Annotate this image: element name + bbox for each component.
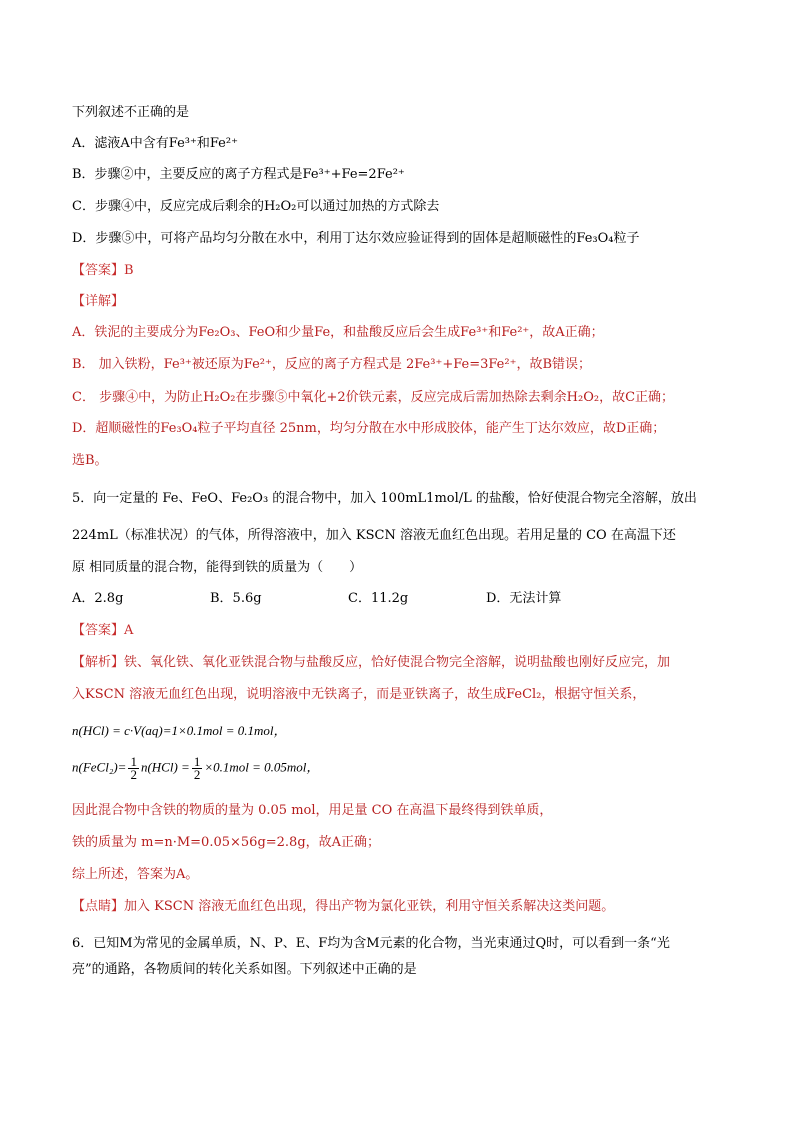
q5-eq2-fraction-1	[128, 756, 139, 781]
q4-detail-d: D．超顺磁性的Fe₃O₄粒子平均直径 25nm，均匀分散在水中形成胶体，能产生丁达尔效应，故D正确；	[72, 421, 666, 436]
q5-eq2-frac2-denominator: 2	[193, 767, 201, 782]
q5-eq2-frac1-numerator: 1	[130, 754, 137, 769]
q5-equation-1: n(HCl) = c·V(aq)=1×0.1mol = 0.1mol，	[72, 723, 287, 738]
q5-stem-line-1: 5．向一定量的 Fe、FeO、Fe₂O₃ 的混合物中，加入 100mL1mol/L 的盐酸，恰好使混合物完全溶解，放出	[72, 491, 697, 506]
q5-eq2-frac1-denominator: 2	[130, 767, 137, 782]
q4-detail-c: C． 步骤④中，为防止H₂O₂在步骤⑤中氧化+2价铁元素，反应完成后需加热除去剩余H₂O₂，故C正确；	[72, 390, 675, 405]
q4-answer: 【答案】B	[72, 263, 134, 278]
q6-stem-line-2: 亮”的通路，各物质间的转化关系如图。下列叙述中正确的是	[72, 962, 417, 977]
q5-iron-mass: 铁的质量为 m=n·M=0.05×56g=2.8g，故A正确；	[72, 835, 381, 850]
q5-analysis-text-1: 铁、氧化铁、氧化亚铁混合物与盐酸反应，恰好使混合物完全溶解，说明盐酸也刚好反应完，加	[124, 655, 671, 670]
q5-tip-text: 加入 KSCN 溶液无血红色出现，得出产物为氯化亚铁，利用守恒关系解决这类问题。	[124, 899, 615, 914]
q4-option-c: C．步骤④中，反应完成后剩余的H₂O₂可以通过加热的方式除去	[72, 199, 440, 214]
q5-option-d: D．无法计算	[486, 591, 562, 606]
q5-conclusion: 综上所述，答案为A。	[72, 867, 199, 882]
q5-option-a: A．2.8g	[72, 591, 124, 606]
q5-stem-line-3: 原 相同质量的混合物，能得到铁的质量为（ ）	[72, 560, 363, 575]
q5-option-c: C．11.2g	[348, 591, 409, 606]
q5-equation-2	[72, 756, 319, 781]
q4-detail-a: A．铁泥的主要成分为Fe₂O₃、FeO和少量Fe，和盐酸反应后会生成Fe³⁺和Fe²⁺，故A正确；	[72, 325, 604, 340]
q5-eq2-fraction-2	[192, 756, 203, 781]
q5-analysis-label: 【解析】	[72, 655, 125, 670]
q4-option-d: D．步骤⑤中，可将产品均匀分散在水中，利用丁达尔效应验证得到的固体是超顺磁性的Fe₃O₄粒子	[72, 231, 640, 246]
q5-tip	[72, 898, 614, 916]
q5-analysis-line-2: 入KSCN 溶液无血红色出现，说明溶液中无铁离子，而是亚铁离子，故生成FeCl₂，根据守恒关系，	[72, 687, 646, 702]
q4-detail-label: 【详解】	[72, 294, 125, 309]
q6-stem-line-1: 6．已知M为常见的金属单质，N、P、E、F均为含M元素的化合物，当光束通过Q时，可以看到一条“光	[72, 936, 670, 951]
q4-stem: 下列叙述不正确的是	[72, 105, 190, 120]
q5-eq2-frac2-numerator: 1	[193, 754, 201, 769]
q5-answer: 【答案】A	[72, 623, 134, 638]
q5-analysis-line-1	[72, 654, 670, 672]
q5-stem-line-2: 224mL（标准状况）的气体，所得溶液中，加入 KSCN 溶液无血红色出现。若用足量的 CO 在高温下还	[72, 528, 676, 543]
q5-eq2-right: ×0.1mol = 0.05mol，	[204, 759, 320, 775]
q5-iron-amount: 因此混合物中含铁的物质的量为 0.05 mol，用足量 CO 在高温下最终得到铁单质，	[72, 803, 553, 818]
q5-option-b: B．5.6g	[210, 591, 262, 606]
q4-detail-b: B． 加入铁粉，Fe³⁺被还原为Fe²⁺，反应的离子方程式是 2Fe³⁺+Fe=3Fe²⁺，故B错误；	[72, 357, 592, 372]
q4-detail-conclusion: 选B。	[72, 453, 108, 468]
q4-option-b: B．步骤②中，主要反应的离子方程式是Fe³⁺+Fe=2Fe²⁺	[72, 167, 405, 182]
q5-tip-label: 【点睛】	[72, 899, 125, 914]
q5-eq2-left: n(FeCl₂)=	[72, 759, 127, 775]
q5-eq2-mid: n(HCl) =	[140, 759, 190, 775]
q4-option-a: A．滤液A中含有Fe³⁺和Fe²⁺	[72, 136, 238, 151]
